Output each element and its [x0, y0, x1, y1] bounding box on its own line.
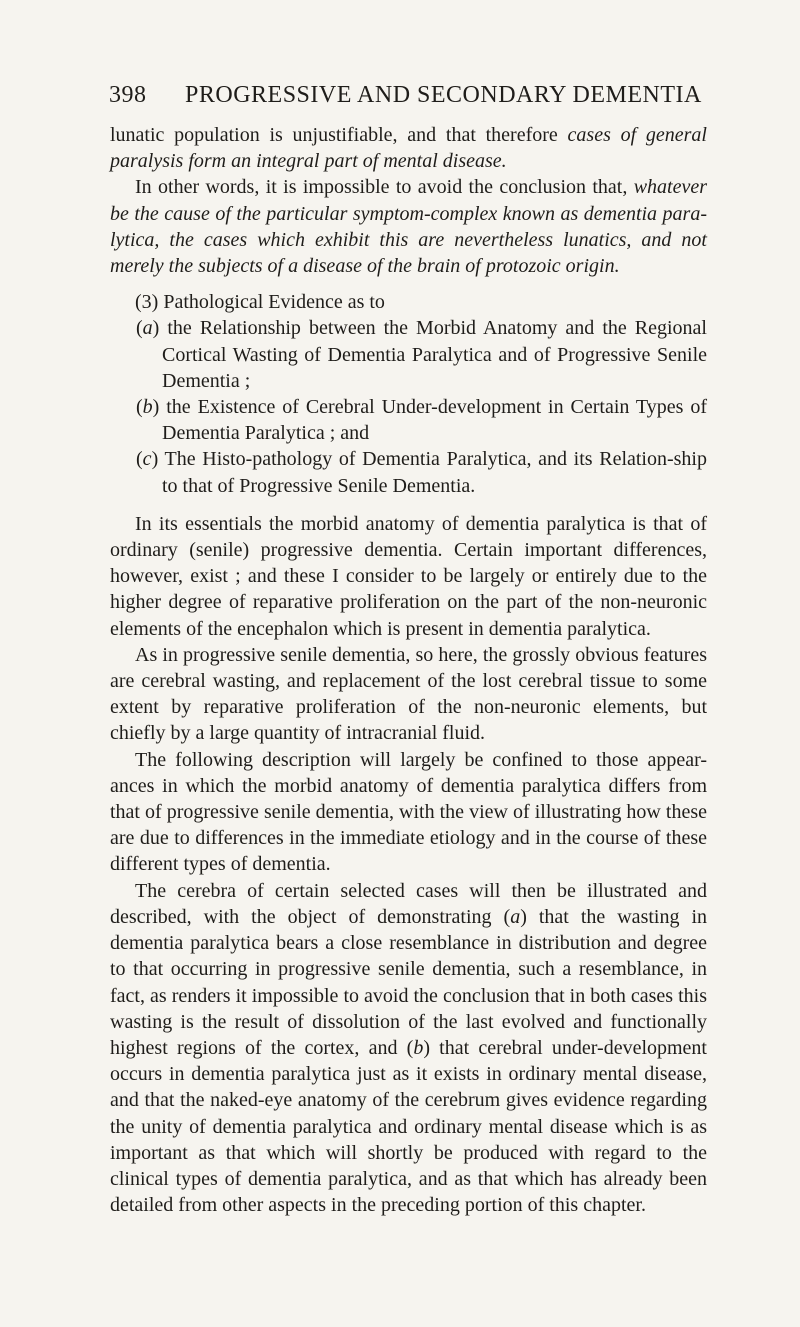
running-title: PROGRESSIVE AND SECONDARY DEMENTIA: [185, 82, 702, 108]
emphasis-text: whatever be the cause of the particular symptom-complex known as dementia para-lytica, the cases which exhibit this are nevertheless lunatics, and not merely the subjects of a disease of the brain of protozoic origin.: [110, 176, 707, 278]
list-text: The Histo-pathology of Dementia Paralytica, and its Relation-ship to that of Progressive Senile Dementia.: [162, 448, 707, 497]
list-text: the Relationship between the Morbid Anatomy and the Regional Cortical Wasting of Dementia Paralytica and of Progressive Senile Dementia ;: [162, 317, 707, 392]
list-label: b: [142, 396, 153, 419]
paragraph-text: lunatic population is unjustifiable, and that therefore: [110, 124, 568, 146]
list-text: the Existence of Cerebral Under-development in Certain Types of Dementia Paralytica ; and: [162, 396, 707, 445]
paragraph-text: ) that the wasting in dementia paralytica bears a close resemblance in distribution and degree to that occurring in progressive senile dementia, such a resemblance, in fact, as renders it impossible to avoid the conclusion that in both cases this wasting is the result of dissolution of the last evolved and functionally highest regions of the cortex, and (: [110, 905, 708, 1059]
page-body: [110, 122, 707, 1218]
emphasis-text: a: [510, 905, 521, 928]
page-number: 398: [109, 82, 147, 108]
paragraph: In its essentials the morbid anatomy of dementia paralytica is that of ordinary (senile) progressive dementia. Certain important differences, however, exist ; and these I consider to be largely or entirely due to the higher degree of reparative proliferation on the part of the non-neuronic elements of the encephalon which is present in dementia paralytica.: [110, 512, 707, 640]
paragraph-text: The cerebra of certain selected cases will then be illustrated and described, with the object of demonstrating (: [110, 879, 707, 928]
paragraph-text: In other words, it is impossible to avoid the conclusion that,: [135, 176, 634, 199]
paragraph: As in progressive senile dementia, so here, the grossly obvious features are cerebral wasting, and replacement of the lost cerebral tissue to some extent by reparative proliferation of the non-neuronic elements, but chiefly by a large quantity of intracranial fluid.: [110, 643, 707, 745]
list-item: (b) the Existence of Cerebral Under-development in Certain Types of Dementia Paralytica ; and: [136, 396, 707, 445]
list-label: c: [142, 448, 152, 471]
page-header: [109, 82, 709, 122]
paragraph: The following description will largely be confined to those appear-ances in which the morbid anatomy of dementia paralytica differs from that of progressive senile dementia, with the view of illustrating how these are due to differences in the immediate etiology and in the course of these different types of dementia.: [110, 748, 707, 876]
list-item: (c) The Histo-pathology of Dementia Paralytica, and its Relation-ship to that of Progressive Senile Dementia.: [136, 448, 707, 497]
section-heading: (3) Pathological Evidence as to: [135, 291, 385, 314]
list-item: (a) the Relationship between the Morbid Anatomy and the Regional Cortical Wasting of Dementia Paralytica and of Progressive Senile Dementia ;: [136, 317, 707, 392]
emphasis-text: b: [413, 1036, 424, 1059]
emphasis-text: cases of general paralysis form an integral part of mental disease.: [110, 124, 707, 173]
list-label: a: [142, 317, 153, 340]
paragraph-text: ) that cerebral under-development occurs in dementia paralytica just as it exists in ordinary mental disease, and that the naked-eye anatomy of the cerebrum gives evidence regarding the unity of dementia paralytica and ordinary mental disease which is as important as that which will shortly be produced with regard to the clinical types of dementia paralytica, and as that which has already been detailed from other aspects in the preceding portion of this chapter.: [110, 1036, 707, 1217]
paragraph: [110, 122, 707, 174]
paragraph: [110, 878, 707, 1219]
paragraph: [110, 174, 707, 279]
